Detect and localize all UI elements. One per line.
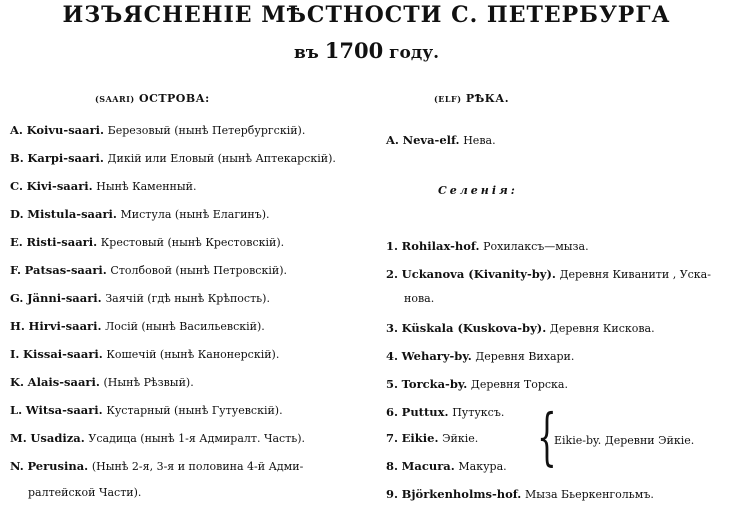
list-item-continuation: нова. <box>404 292 435 305</box>
river-heading-latin: (ELF) <box>434 94 462 104</box>
brace-label: Eikie-by. Деревни Эйкіе. <box>554 434 695 447</box>
list-item: 1. Rohilax-hof. Рохилаксъ—мыза. <box>386 239 589 253</box>
list-item: I. Kissai-saari. Кошечій (нынѣ Канонерскій). <box>10 347 280 361</box>
islands-heading-text: ОСТРОВА: <box>139 92 210 105</box>
page-subtitle <box>0 38 733 63</box>
list-item: M. Usadiza. Усадица (нынѣ 1-я Адмиралт. Часть). <box>10 431 306 445</box>
list-item: A. Koivu-saari. Березовый (нынѣ Петербургскій). <box>10 123 306 137</box>
curly-brace: { <box>537 400 557 473</box>
list-item: A. Neva-elf. Нева. <box>386 133 496 147</box>
list-item: G. Jänni-saari. Заячій (гдѣ нынѣ Крѣпость). <box>10 291 270 305</box>
list-item: 2. Uckanova (Kivanity-by). Деревня Киванити , Уска- <box>386 267 711 281</box>
subtitle-pre: въ <box>293 43 319 63</box>
list-item: N. Perusina. (Нынѣ 2-я, 3-я и половина 4-й Адми- <box>10 459 304 473</box>
list-item: C. Kivi-saari. Нынѣ Каменный. <box>10 179 197 193</box>
list-item: F. Patsas-saari. Столбовой (нынѣ Петровскій). <box>10 263 287 277</box>
list-item: K. Alais-saari. (Нынѣ Рѣзвый). <box>10 375 194 389</box>
list-item: 8. Macura. Макура. <box>386 459 507 473</box>
settlements-heading: Селенiя: <box>438 184 518 197</box>
river-heading <box>434 92 509 105</box>
river-heading-text: РѢКА. <box>465 92 510 105</box>
list-item: L. Witsa-saari. Кустарный (нынѣ Гутуевскій). <box>10 403 283 417</box>
list-item: B. Karpi-saari. Дикій или Еловый (нынѣ Аптекарскій). <box>10 151 336 165</box>
list-item: D. Mistula-saari. Мистула (нынѣ Елагинъ). <box>10 207 270 221</box>
list-item: 6. Puttux. Путуксъ. <box>386 405 505 419</box>
islands-heading <box>95 92 210 105</box>
list-item: 7. Eikie. Эйкіе. <box>386 431 479 445</box>
subtitle-post: году. <box>389 43 440 63</box>
list-item: 4. Wehary-by. Деревня Вихари. <box>386 349 575 363</box>
list-item: 5. Torcka-by. Деревня Торска. <box>386 377 568 391</box>
list-item-continuation: ралтейской Части). <box>28 486 142 499</box>
page-title: ИЗЪЯСНЕНIЕ МѢСТНОСТИ С. ПЕТЕРБУРГА <box>62 2 671 28</box>
list-item: 3. Küskala (Kuskova-by). Деревня Кискова. <box>386 321 655 335</box>
list-item: H. Hirvi-saari. Лосій (нынѣ Васильевскій). <box>10 319 265 333</box>
islands-heading-latin: (SAARI) <box>95 94 135 104</box>
list-item: E. Risti-saari. Крестовый (нынѣ Крестовскій). <box>10 235 285 249</box>
list-item: 9. Björkenholms-hof. Мыза Бьеркенгольмъ. <box>386 487 654 501</box>
subtitle-year: 1700 <box>324 38 384 63</box>
